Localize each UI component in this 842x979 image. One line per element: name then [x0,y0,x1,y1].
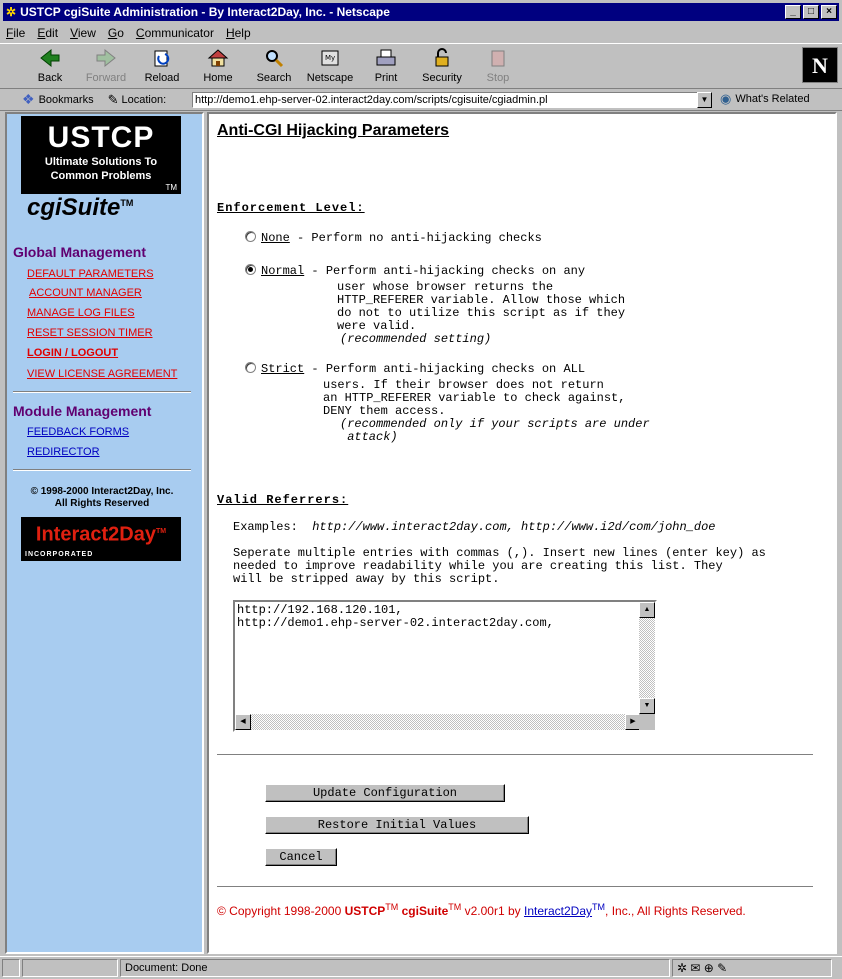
back-button[interactable]: Back [22,44,78,88]
ustcp-logo: USTCP Ultimate Solutions To Common Problems TM [21,116,181,194]
option-none-label: None [261,231,290,245]
divider [217,754,813,756]
module-management-heading: Module Management [13,403,152,419]
option-none-desc: - Perform no anti-hijacking checks [289,231,542,245]
horizontal-scrollbar[interactable] [235,714,641,730]
back-arrow-icon [38,47,62,69]
scroll-down-arrow-icon[interactable]: ▼ [639,698,655,714]
title-bar [0,0,842,24]
nav-login-logout[interactable]: LOGIN / LOGOUT [27,347,119,359]
close-button[interactable]: × [821,5,837,19]
connection-icon [2,959,20,977]
cgisuite-logo: cgiSuite™ [27,194,134,221]
svg-text:My: My [325,54,336,62]
sidebar-copyright: © 1998-2000 Interact2Day, Inc. All Rights Reserved [30,486,174,509]
option-strict-note: (recommended only if your scripts are under attack) [340,417,650,444]
option-strict-label: Strict [261,362,305,376]
bookmarks-button[interactable]: ❖ Bookmarks [22,91,94,107]
scroll-up-arrow-icon[interactable]: ▲ [639,602,655,618]
option-normal-desc: - Perform anti-hijacking checks on any [304,264,586,278]
enforcement-heading: Enforcement Level: [217,201,365,215]
netscape-app-icon: ✲ [6,5,17,19]
home-icon [206,47,230,69]
sidebar [5,112,204,954]
search-button[interactable]: Search [246,44,302,88]
netscape-button[interactable]: My Netscape [302,44,358,88]
scroll-right-arrow-icon[interactable]: ▶ [625,714,641,730]
url-dropdown-button[interactable]: ▼ [697,92,712,108]
nav-account-manager[interactable]: ACCOUNT MANAGER [29,287,142,299]
sidebar-divider [13,469,191,471]
interact2day-logo[interactable]: Interact2Day™ INCORPORATED [21,517,181,561]
minimize-button[interactable]: _ [785,5,801,19]
update-configuration-button[interactable]: Update Configuration [265,784,505,802]
main-content [207,112,837,954]
lock-icon [430,47,454,69]
menu-help[interactable]: Help [225,26,251,40]
referrers-textarea[interactable] [233,600,657,732]
radio-strict[interactable] [245,362,256,373]
scroll-corner [639,714,655,730]
print-icon [374,47,398,69]
bookmarks-icon: ❖ [22,91,35,107]
stop-button[interactable]: Stop [470,44,526,88]
scroll-left-arrow-icon[interactable]: ◀ [235,714,251,730]
footer-copyright: © Copyright 1998-2000 USTCP™ cgiSuite™ v2.00r1 by Interact2Day™, Inc., All Rights Reserved. [217,902,746,918]
menu-go[interactable]: Go [107,26,124,40]
forward-arrow-icon [94,47,118,69]
home-button[interactable]: Home [190,44,246,88]
option-strict-desc: - Perform anti-hijacking checks on ALL [304,362,586,376]
whats-related-button[interactable]: ◉ What's Related [720,91,810,106]
menu-bar [0,24,842,42]
option-strict-details: users. If their browser does not return an HTTP_REFERER variable to check against, DENY them access. [323,378,626,418]
status-text: Document: Done [120,959,670,977]
print-button[interactable]: Print [358,44,414,88]
nav-feedback-forms[interactable]: FEEDBACK FORMS [27,426,130,438]
referrers-value[interactable]: http://192.168.120.101, http://demo1.ehp-server-02.interact2day.com, [237,603,554,630]
location-label: Location: [121,93,167,106]
referrers-instructions: Seperate multiple entries with commas (,). Insert new lines (enter key) as needed to improve readability while you are creating this list. They will be stripped away by this script. [233,546,766,586]
examples-text: http://www.interact2day.com, http://www.i2d/com/john_doe [312,520,716,534]
interact2day-link[interactable]: Interact2Day [523,904,593,918]
global-management-heading: Global Management [13,244,147,260]
menu-edit[interactable]: Edit [37,26,59,40]
search-icon [262,47,286,69]
restore-initial-values-button[interactable]: Restore Initial Values [265,816,529,834]
page-title: Anti-CGI Hijacking Parameters [217,122,450,139]
netscape-logo[interactable]: N [802,47,838,83]
reload-button[interactable]: Reload [134,44,190,88]
security-button[interactable]: Security [414,44,470,88]
reload-icon [150,47,174,69]
related-icon: ◉ [720,91,732,106]
examples-label: Examples: [233,520,298,534]
forward-button[interactable]: Forward [78,44,134,88]
sidebar-divider [13,391,191,393]
vertical-scrollbar[interactable] [639,602,655,714]
menu-file[interactable]: File [6,26,26,40]
netscape-icon [318,47,342,69]
maximize-button[interactable]: □ [803,5,819,19]
nav-view-license-agreement[interactable]: VIEW LICENSE AGREEMENT [27,368,178,380]
divider [217,886,813,888]
radio-none[interactable] [245,231,256,242]
cancel-button[interactable]: Cancel [265,848,337,866]
url-input[interactable]: http://demo1.ehp-server-02.interact2day.com/scripts/cgisuite/cgiadmin.pl [192,92,712,108]
menu-view[interactable]: View [70,26,96,40]
window-title: USTCP cgiSuite Administration - By Interact2Day, Inc. - Netscape [20,5,390,19]
component-bar[interactable]: ✲ ✉ ⊕ ✎ [672,959,832,977]
navigation-toolbar [0,43,842,89]
referrers-heading: Valid Referrers: [217,493,349,507]
menu-communicator[interactable]: Communicator [135,26,214,40]
stop-icon [486,47,510,69]
option-normal-note: (recommended setting) [340,332,492,346]
location-icon[interactable]: ✎ [107,91,119,107]
radio-normal[interactable] [245,264,256,275]
option-normal-label: Normal [261,264,305,278]
nav-reset-session-timer[interactable]: RESET SESSION TIMER [27,327,153,339]
option-normal-details: user whose browser returns the HTTP_REFERER variable. Allow those which do not to utilize this script as if they were valid. [337,280,626,333]
nav-default-parameters[interactable]: DEFAULT PARAMETERS [27,268,154,280]
status-bar [0,956,842,979]
nav-manage-log-files[interactable]: MANAGE LOG FILES [27,307,135,319]
nav-redirector[interactable]: REDIRECTOR [27,446,100,458]
